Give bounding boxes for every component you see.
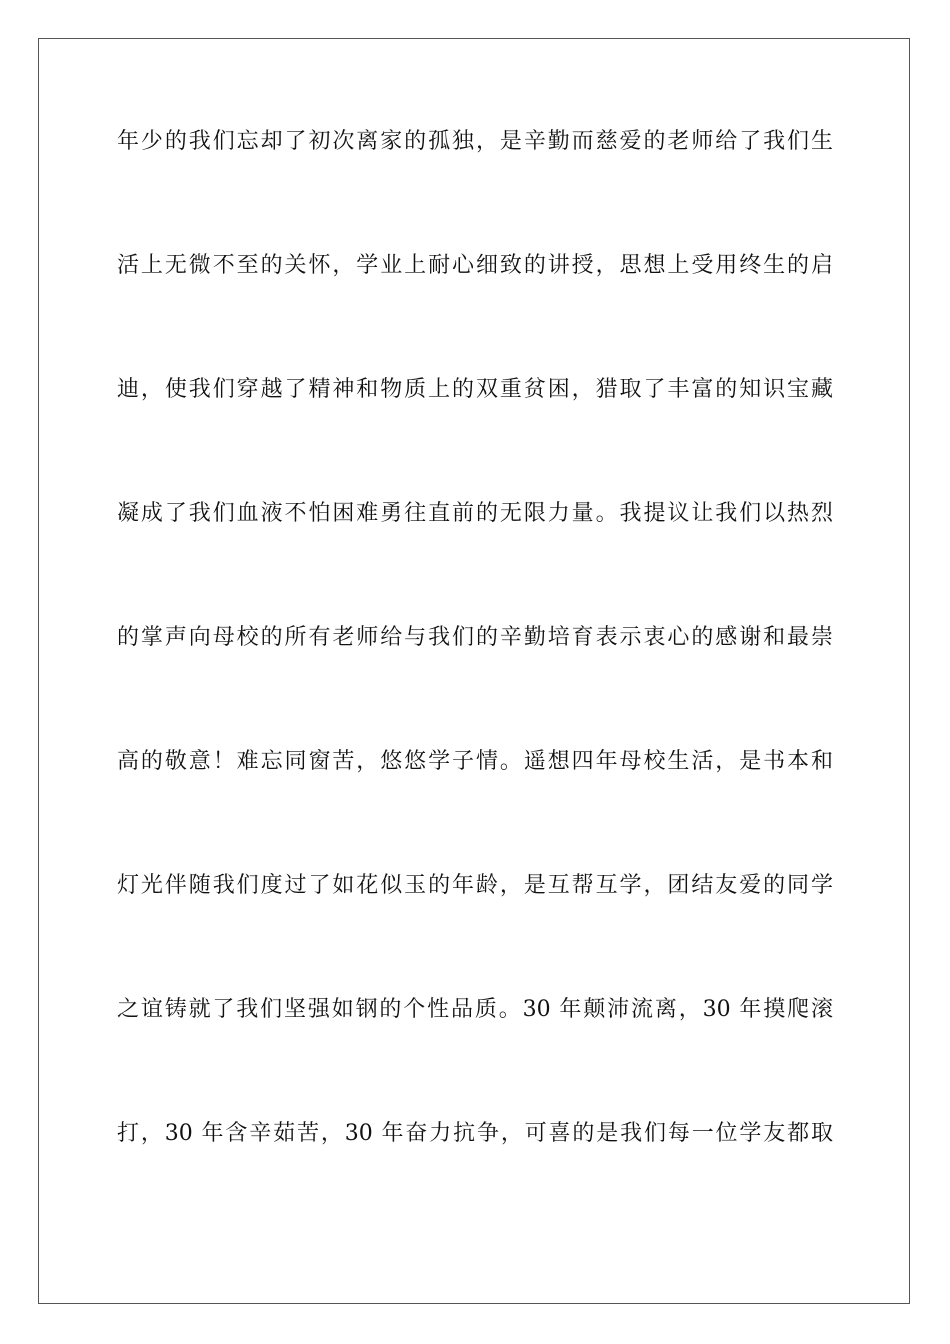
text-line-5: 的掌声向母校的所有老师给与我们的辛勤培育表示衷心的感谢和最崇 [117,625,833,650]
text-line-8: 之谊铸就了我们坚强如钢的个性品质。30 年颠沛流离，30 年摸爬滚 [117,997,833,1022]
document-body [117,126,833,1242]
text-line-3: 迪，使我们穿越了精神和物质上的双重贫困，猎取了丰富的知识宝藏 [117,377,833,402]
text-line-6: 高的敬意！难忘同窗苦，悠悠学子情。遥想四年母校生活，是书本和 [117,749,833,774]
text-line-4: 凝成了我们血液不怕困难勇往直前的无限力量。我提议让我们以热烈 [117,501,833,526]
text-line-9: 打，30 年含辛茹苦，30 年奋力抗争，可喜的是我们每一位学友都取 [117,1121,833,1146]
text-line-7: 灯光伴随我们度过了如花似玉的年龄，是互帮互学，团结友爱的同学 [117,873,833,898]
text-line-2: 活上无微不至的关怀，学业上耐心细致的讲授，思想上受用终生的启 [117,253,833,278]
text-line-1: 年少的我们忘却了初次离家的孤独，是辛勤而慈爱的老师给了我们生 [117,129,833,154]
